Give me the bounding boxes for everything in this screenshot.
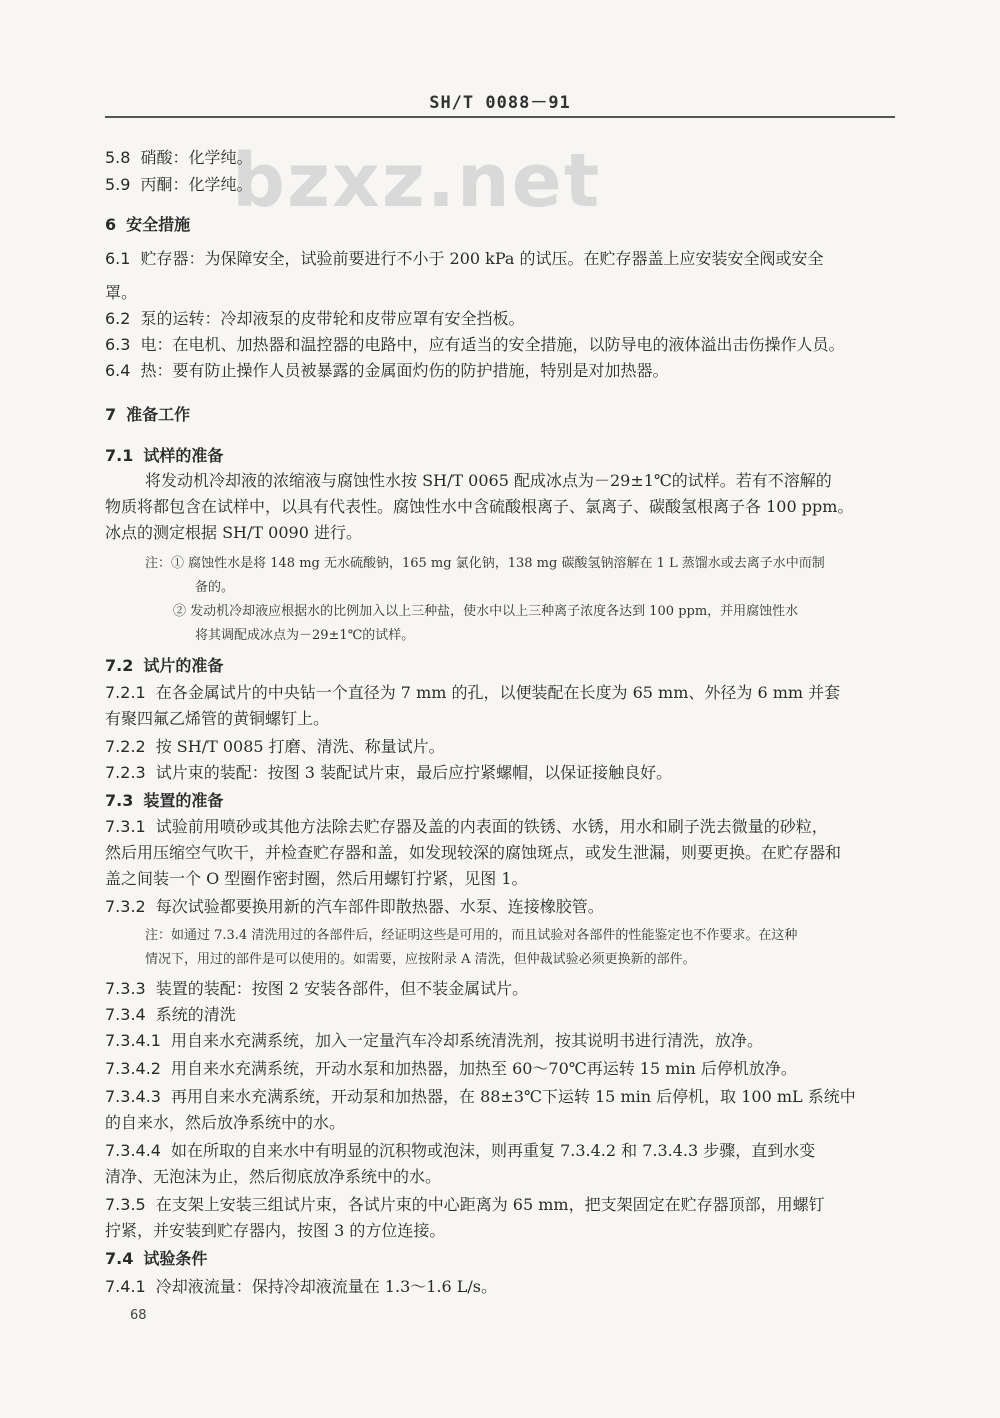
clause-7-3-4-1: 7.3.4.1 用自来水充满系统，加入一定量汽车冷却系统清洗剂，按其说明书进行清洗，放净。 <box>105 1031 763 1050</box>
note-7-3-2-line1: 注：如通过 7.3.4 清洗用过的各部件后，经证明这些是可用的，而且试验对各部件的性能鉴定也不作要求。在这种 <box>145 928 798 943</box>
clause-7-3-4-3: 7.3.4.3 再用自来水充满系统，开动泵和加热器，在 88±3℃下运转 15 min 后停机，取 100 mL 系统中 <box>105 1087 856 1106</box>
clause-5-8: 5.8 硝酸：化学纯。 <box>105 148 253 167</box>
clause-7-2-1-cont: 有聚四氟乙烯管的黄铜螺钉上。 <box>105 709 330 728</box>
clause-7-2-2: 7.2.2 按 SH/T 0085 打磨、清洗、称量试片。 <box>105 737 445 756</box>
clause-7-3-4-4: 7.3.4.4 如在所取的自来水中有明显的沉积物或泡沫，则再重复 7.3.4.2 和 7.3.4.3 步骤，直到水变 <box>105 1141 816 1160</box>
note-1-line2: 备的。 <box>195 580 235 595</box>
clause-7-3-4-2: 7.3.4.2 用自来水充满系统，开动水泵和加热器，加热至 60～70℃再运转 15 min 后停机放净。 <box>105 1059 797 1078</box>
note-7-3-2-line2: 情况下，用过的部件是可以使用的。如需要，应按附录 A 清洗，但仲裁试验必须更换新的部件。 <box>145 952 696 967</box>
clause-7-4-1: 7.4.1 冷却液流量：保持冷却液流量在 1.3～1.6 L/s。 <box>105 1277 498 1296</box>
clause-7-3-2: 7.3.2 每次试验都要换用新的汽车部件即散热器、水泵、连接橡胶管。 <box>105 897 604 916</box>
section-7-heading: 7 准备工作 <box>105 405 191 424</box>
clause-5-9: 5.9 丙酮：化学纯。 <box>105 175 253 194</box>
clause-7-3-3: 7.3.3 装置的装配：按图 2 安装各部件，但不装金属试片。 <box>105 979 529 998</box>
section-6-heading: 6 安全措施 <box>105 215 191 234</box>
page-header: SH/T 0088－91 <box>429 93 571 113</box>
para-7-1-line2: 物质将都包含在试样中，以具有代表性。腐蚀性水中含硫酸根离子、氯离子、碳酸氢根离子各 100 ppm。 <box>105 497 854 516</box>
clause-7-3-1: 7.3.1 试验前用喷砂或其他方法除去贮存器及盖的内表面的铁锈、水锈，用水和刷子洗去微量的砂粒， <box>105 817 828 836</box>
clause-7-3-1-cont2: 盖之间装一个 O 型圈作密封圈，然后用螺钉拧紧，见图 1。 <box>105 869 528 888</box>
clause-7-3-4-4-cont: 清净、无泡沫为止，然后彻底放净系统中的水。 <box>105 1167 442 1186</box>
note-2-line1: ② 发动机冷却液应根据水的比例加入以上三种盐，使水中以上三种离子浓度各达到 100 ppm，并用腐蚀性水 <box>173 604 799 619</box>
para-7-1-line1: 将发动机冷却液的浓缩液与腐蚀性水按 SH/T 0065 配成冰点为－29±1℃的试样。若有不溶解的 <box>145 471 832 490</box>
clause-7-2-heading: 7.2 试片的准备 <box>105 656 224 675</box>
clause-6-4: 6.4 热：要有防止操作人员被暴露的金属面灼伤的防护措施，特别是对加热器。 <box>105 361 669 380</box>
clause-6-3: 6.3 电：在电机、加热器和温控器的电路中，应有适当的安全措施，以防导电的液体溢出击伤操作人员。 <box>105 335 845 354</box>
clause-7-3-heading: 7.3 装置的准备 <box>105 791 224 810</box>
clause-7-3-5-cont: 拧紧，并安装到贮存器内，按图 3 的方位连接。 <box>105 1221 446 1240</box>
clause-7-1-heading: 7.1 试样的准备 <box>105 446 224 465</box>
note-2-line2: 将其调配成冰点为－29±1℃的试样。 <box>195 628 415 643</box>
clause-7-2-3: 7.2.3 试片束的装配：按图 3 装配试片束，最后应拧紧螺帽，以保证接触良好。 <box>105 763 673 782</box>
watermark: bzxz.net <box>232 138 602 224</box>
clause-6-2: 6.2 泵的运转：冷却液泵的皮带轮和皮带应罩有安全挡板。 <box>105 309 525 328</box>
header-rule <box>105 116 895 118</box>
clause-6-1: 6.1 贮存器：为保障安全，试验前要进行不小于 200 kPa 的试压。在贮存器盖上应安装安全阀或安全 <box>105 249 824 268</box>
note-1-line1: 注：① 腐蚀性水是将 148 mg 无水硫酸钠，165 mg 氯化钠，138 mg 碳酸氢钠溶解在 1 L 蒸馏水或去离子水中而制 <box>145 556 825 571</box>
clause-6-1-cont: 罩。 <box>105 283 138 302</box>
clause-7-3-5: 7.3.5 在支架上安装三组试片束，各试片束的中心距离为 65 mm，把支架固定在贮存器顶部，用螺钉 <box>105 1195 825 1214</box>
para-7-1-line3: 冰点的测定根据 SH/T 0090 进行。 <box>105 523 362 542</box>
page-number: 68 <box>130 1308 147 1323</box>
clause-7-3-1-cont1: 然后用压缩空气吹干，并检查贮存器和盖，如发现较深的腐蚀斑点，或发生泄漏，则要更换。在贮存器和 <box>105 843 842 862</box>
clause-7-3-4-3-cont: 的自来水，然后放净系统中的水。 <box>105 1113 346 1132</box>
clause-7-3-4: 7.3.4 系统的清洗 <box>105 1005 236 1024</box>
clause-7-2-1: 7.2.1 在各金属试片的中央钻一个直径为 7 mm 的孔，以便装配在长度为 65 mm、外径为 6 mm 并套 <box>105 683 841 702</box>
clause-7-4-heading: 7.4 试验条件 <box>105 1249 208 1268</box>
